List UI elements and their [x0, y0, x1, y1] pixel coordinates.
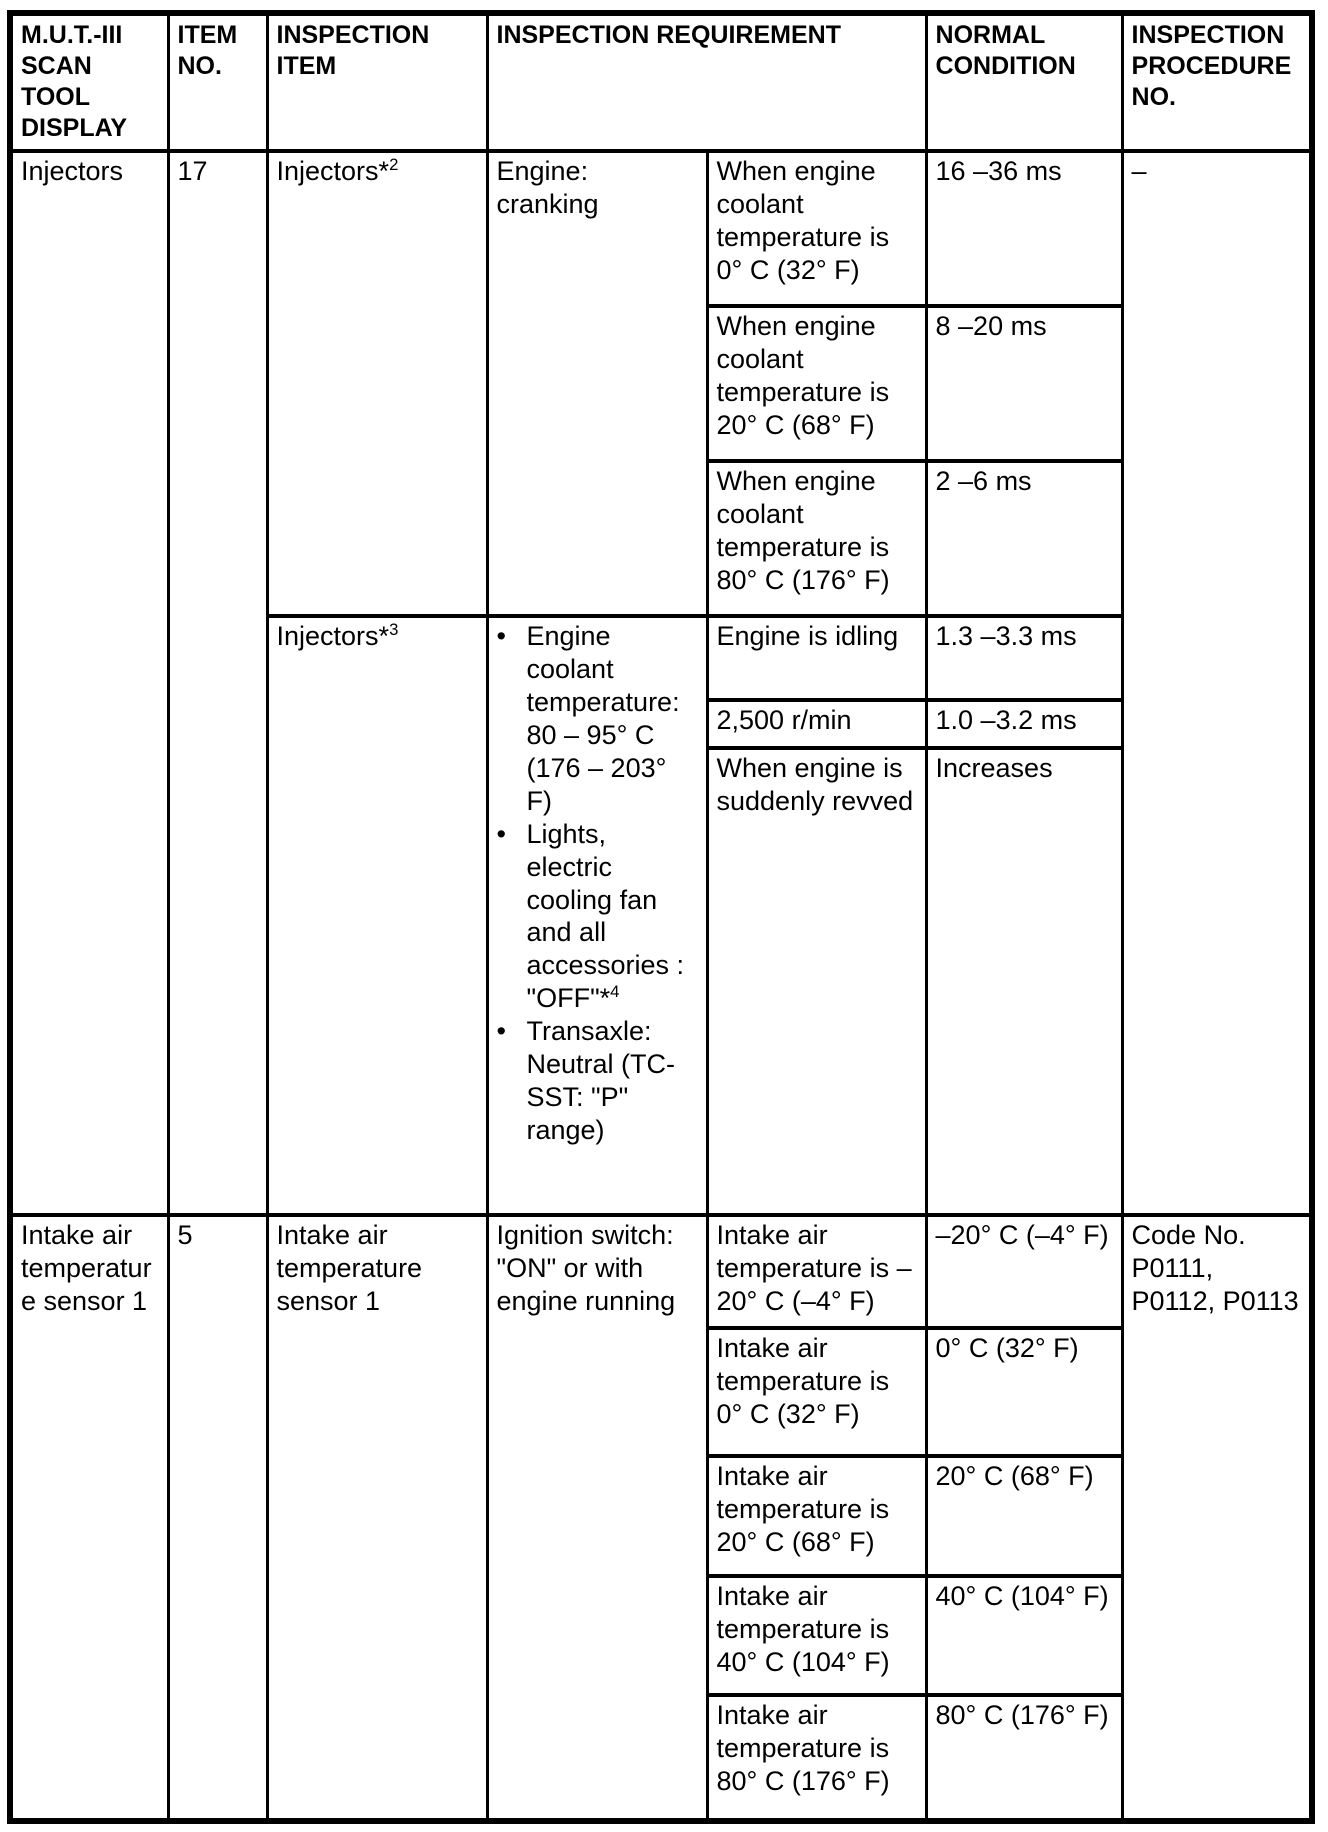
bullet-icon: • [496, 818, 506, 849]
data-list-table [7, 10, 1315, 1824]
cell-normal-condition: Increases [926, 748, 1122, 1215]
list-item-label: Engine coolant temperature: 80 – 95° C (176 – 203° F) [526, 621, 680, 816]
header-inspection-procedure-no: INSPECTION PROCEDURE NO. [1122, 13, 1312, 151]
inspection-item-label: Injectors* [276, 621, 390, 651]
list-item-label: Lights, electric cooling fan and all accessories : "OFF"* [526, 818, 685, 1014]
cell-condition: 2,500 r/min [707, 700, 926, 748]
cell-condition: Intake air temperature is 20° C (68° F) [707, 1456, 926, 1576]
cell-normal-condition: 80° C (176° F) [926, 1695, 1122, 1821]
inspection-item-label: Injectors* [276, 156, 390, 186]
cell-normal-condition: 20° C (68° F) [926, 1456, 1122, 1576]
cell-requirement: Ignition switch: "ON" or with engine running [487, 1215, 707, 1821]
cell-condition: Intake air temperature is 80° C (176° F) [707, 1695, 926, 1821]
footnote-ref: 2 [389, 155, 399, 174]
cell-item-no: 5 [168, 1215, 267, 1821]
list-item-text [527, 1015, 698, 1147]
cell-scan-tool-display: Injectors [10, 151, 168, 1215]
cell-condition: When engine coolant temperature is 20° C (68° F) [707, 306, 926, 461]
cell-inspection-item [267, 616, 487, 1215]
cell-requirement-list [487, 616, 707, 1215]
cell-condition: When engine coolant temperature is 0° C (32° F) [707, 151, 926, 306]
cell-normal-condition: –20° C (–4° F) [926, 1215, 1122, 1328]
bullet-icon: • [496, 1016, 506, 1047]
cell-normal-condition: 16 –36 ms [926, 151, 1122, 306]
list-item [497, 620, 698, 818]
cell-inspection-item [267, 151, 487, 616]
cell-condition: Intake air temperature is –20° C (–4° F) [707, 1215, 926, 1328]
list-item [497, 1015, 698, 1147]
cell-normal-condition: 1.0 –3.2 ms [926, 700, 1122, 748]
cell-condition: Engine is idling [707, 616, 926, 700]
cell-procedure-no: Code No. P0111, P0112, P0113 [1122, 1215, 1312, 1821]
cell-item-no: 17 [168, 151, 267, 1215]
cell-scan-tool-display: Intake air temperature sensor 1 [10, 1215, 168, 1821]
list-item [497, 818, 698, 1016]
footnote-ref: 3 [389, 620, 399, 639]
cell-requirement: Engine: cranking [487, 151, 707, 616]
cell-normal-condition: 2 –6 ms [926, 461, 1122, 616]
cell-normal-condition: 8 –20 ms [926, 306, 1122, 461]
list-item-label: Transaxle: Neutral (TC-SST: "P" range) [526, 1016, 676, 1146]
cell-normal-condition: 40° C (104° F) [926, 1576, 1122, 1695]
cell-condition: Intake air temperature is 0° C (32° F) [707, 1328, 926, 1456]
header-normal-condition: NORMAL CONDITION [926, 13, 1122, 151]
cell-normal-condition: 1.3 –3.3 ms [926, 616, 1122, 700]
header-inspection-requirement: INSPECTION REQUIREMENT [487, 13, 926, 151]
cell-normal-condition: 0° C (32° F) [926, 1328, 1122, 1456]
cell-condition: When engine coolant temperature is 80° C (176° F) [707, 461, 926, 616]
cell-condition: When engine is suddenly revved [707, 748, 926, 1215]
header-inspection-item: INSPECTION ITEM [267, 13, 487, 151]
header-item-no: ITEM NO. [168, 13, 267, 151]
table-row [10, 1215, 1312, 1328]
bullet-icon: • [496, 621, 506, 651]
footnote-ref: 4 [610, 982, 620, 1002]
list-item-text [527, 620, 698, 818]
header-scan-tool-display: M.U.T.-III SCAN TOOL DISPLAY [10, 13, 168, 151]
cell-procedure-no: – [1122, 151, 1312, 1215]
table-row [10, 151, 1312, 306]
table-header-row [10, 13, 1312, 151]
cell-inspection-item: Intake air temperature sensor 1 [267, 1215, 487, 1821]
list-item-text [527, 818, 698, 1016]
cell-condition: Intake air temperature is 40° C (104° F) [707, 1576, 926, 1695]
